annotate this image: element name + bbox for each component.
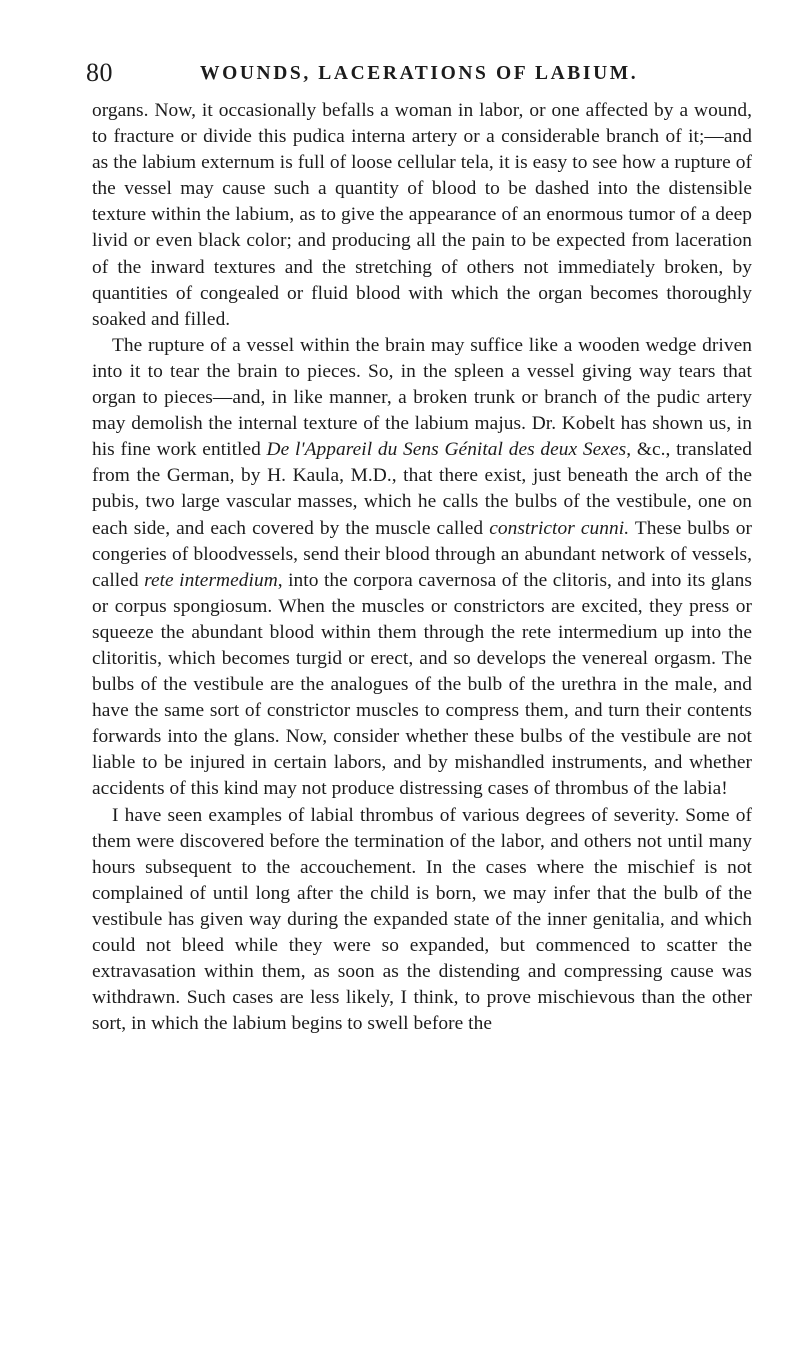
text-run: The rupture of a vessel within the brain may suffice like a wooden wedge driven into it to tear the brain to pieces. So, in the spleen a vessel giving way tears that organ to pieces—and, in like manner, a broken trunk or branch of the pudic artery may demolish the internal texture of the labium majus. Dr. Kobelt has shown us, in his fine work entitled: [92, 334, 752, 461]
running-head: [86, 56, 752, 96]
running-title: WOUNDS, LACERATIONS OF LABIUM.: [200, 63, 639, 84]
italic-book-title: De l'Appareil du Sens Génital des deux Sexes: [266, 439, 627, 461]
text-run: These bulbs or congeries of bloodvessels, send their blood through an abundant network of vessels, called: [92, 517, 752, 591]
italic-term: rete intermedium: [144, 569, 278, 591]
paragraph-continuation: organs. Now, it occasionally befalls a woman in labor, or one affected by a wound, to fracture or divide this pudica interna artery or a considerable branch of it;—and as the labium externum is full of loose cellular tela, it is easy to see how a rupture of the vessel may cause such a quantity of blood to be dashed into the distensible texture within the labium, as to give the appearance of an enormous tumor of a deep livid or even black color; and producing all the pain to be expected from laceration of the inward textures and the stretching of others not immediately broken, by quantities of congealed or fluid blood with which the organ becomes thoroughly soaked and filled.: [92, 100, 752, 330]
paragraph-labial-thrombus: I have seen examples of labial thrombus of various degrees of severity. Some of them were discovered before the termination of the labor, and others not until many hours subsequent to the accouchement. In the cases where the mischief is not complained of until long after the child is born, we may infer that the bulb of the vestibule has given way during the expanded state of the inner genitalia, and which could not bleed while they were so expanded, but commenced to scatter the extravasation within them, as soon as the distending and compressing cause was withdrawn. Such cases are less likely, I think, to prove mischievous than the other sort, in which the labium begins to swell before the: [92, 804, 752, 1035]
paragraph-rupture-of-vessel: [92, 333, 752, 803]
page-number: 80: [86, 58, 113, 87]
italic-muscle-name: constrictor cunni.: [489, 517, 630, 539]
text-run: , &c., translated from the German, by H. Kaula, M.D., that there exist, just beneath the arch of the pubis, two large vascular masses, which he calls the bulbs of the vestibule, one on each side, and each covered by the muscle called: [92, 439, 752, 539]
book-page: [86, 56, 752, 1037]
text-run: , into the corpora cavernosa of the clitoris, and into its glans or corpus spongiosum. When the muscles or constrictors are excited, they press or squeeze the abundant blood within them through the rete intermedium up into the clitoritis, which becomes turgid or erect, and so develops the venereal orgasm. The bulbs of the vestibule are the analogues of the bulb of the urethra in the male, and have the same sort of constrictor muscles to compress them, and turn their contents forwards into the glans. Now, consider whether these bulbs of the vestibule are not liable to be injured in certain labors, and by mishandled instruments, and whether accidents of this kind may not produce distressing cases of thrombus of the labia!: [92, 569, 752, 800]
